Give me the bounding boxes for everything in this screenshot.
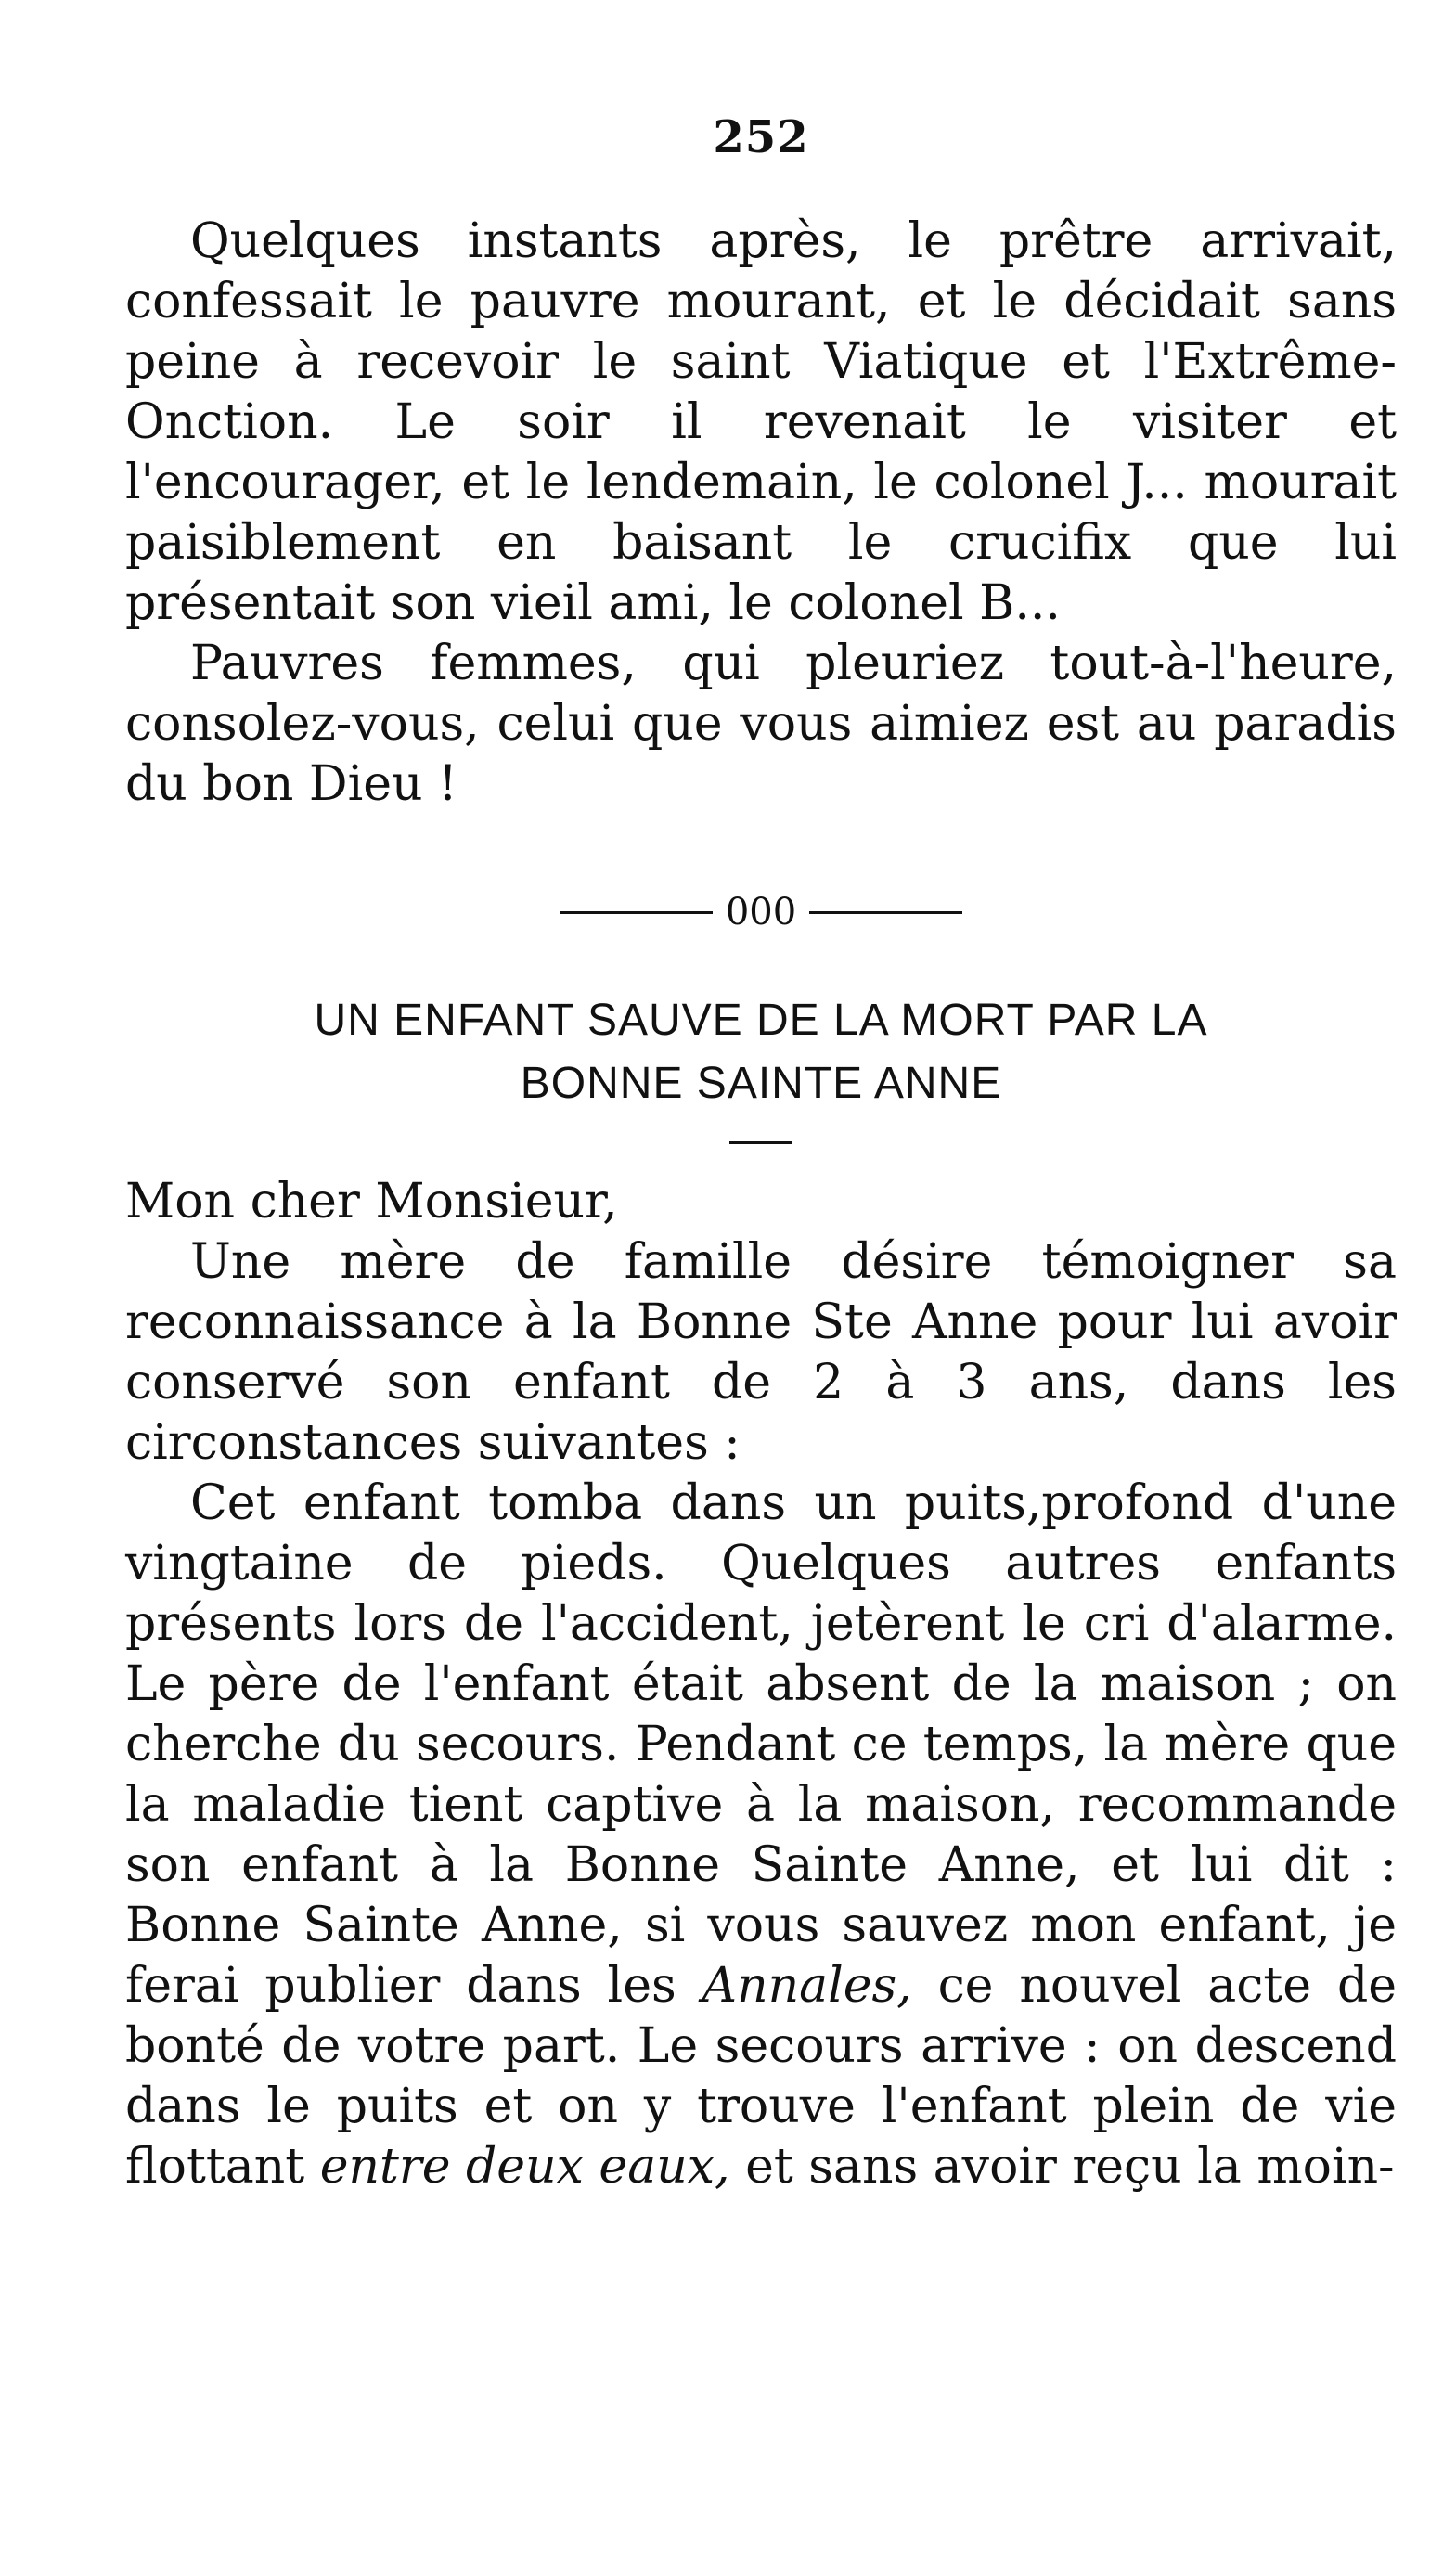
- paragraph-2: Pauvres femmes, qui pleuriez tout-à-l'heure, consolez-vous, celui que vous aimiez est au paradis du bon Dieu !: [125, 636, 1397, 812]
- paragraph-4: [125, 1474, 1397, 2197]
- paragraph-4-text-1: Cet enfant tomba dans un puits,profond d'une vingtaine de pieds. Quelques autres enfants présents lors de l'accident, jetèrent le cri d'alarme. Le père de l'enfant était absent de la maison ; on cherche du secours. Pendant ce temps, la mère que la maladie tient captive à la maison, recommande son enfant à la Bonne Sainte Anne, et lui dit : Bonne Sainte Anne, si vous sauvez mon enfant, je ferai publier dans les: [125, 1475, 1397, 2014]
- separator-mark: 000: [725, 891, 797, 934]
- salutation: Mon cher Monsieur,: [125, 1174, 618, 1230]
- separator-rule-right: [809, 911, 962, 914]
- section-heading-line-2: BONNE SAINTE ANNE: [520, 1059, 1002, 1108]
- paragraph-4-text-2: ce nouvel acte de bonté de votre part. Le secours arrive : on descend dans le puits et on y trouve l'enfant plein de vie flottant: [125, 1958, 1398, 2195]
- section-separator: [125, 891, 1397, 934]
- paragraph-1: Quelques instants après, le prêtre arrivait, confessait le pauvre mourant, et le décidait sans peine à recevoir le saint Viatique et l'Extrême-Onction. Le soir il revenait le visiter et l'encourager, et le lendemain, le colonel J... mourait paisiblement en baisant le crucifix que lui présentait son vieil ami, le colonel B...: [125, 213, 1397, 631]
- section-heading-line-1: UN ENFANT SAUVE DE LA MORT PAR LA: [314, 996, 1208, 1045]
- paragraph-4-text-3: et sans avoir reçu la moin-: [729, 2139, 1395, 2195]
- paragraph-3: Une mère de famille désire témoigner sa reconnaissance à la Bonne Ste Anne pour lui avoir conservé son enfant de 2 à 3 ans, dans les circonstances suivantes :: [125, 1234, 1397, 1471]
- separator-rule-left: [560, 911, 713, 914]
- book-page: [125, 111, 1397, 2197]
- italic-entre-deux-eaux: entre deux eaux,: [319, 2139, 730, 2195]
- heading-underline-rule: [729, 1141, 792, 1144]
- page-number: 252: [713, 111, 809, 163]
- italic-annales: Annales,: [702, 1958, 912, 2014]
